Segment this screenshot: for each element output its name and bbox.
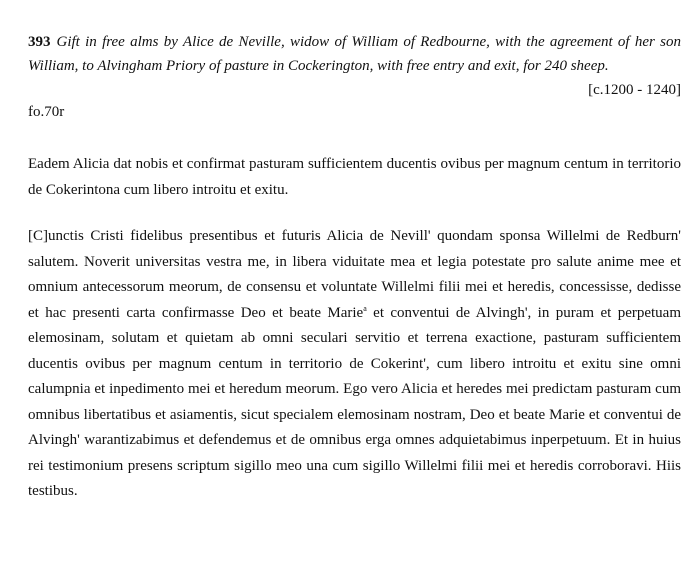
charter-text xyxy=(28,224,681,505)
charter-text-part-1: [C]unctis Cristi fidelibus presentibus et futuris Alicia de Nevill' quondam sponsa Willelmi de Redburn' salutem. Noverit universitas vestra me, in libera viduitate mea et legia potestate pro salute anime mee et omnium antecessorum meorum, de consensu et voluntate Willelmi filii mei et heredis, concessisse, dedisse et hac presenti carta confirmasse Deo et beate Marie xyxy=(28,228,681,321)
document-page xyxy=(28,30,681,505)
entry-heading xyxy=(28,30,681,78)
entry-heading-text: Gift in free alms by Alice de Neville, widow of William of Redbourne, with the agreement of her son William, to Alvingham Priory of pasture in Cockerington, with free entry and exit, for 240 sheep. xyxy=(28,34,681,74)
footnote-marker: a xyxy=(363,303,367,313)
entry-date: [c.1200 - 1240] xyxy=(588,82,681,98)
entry-number: 393 xyxy=(28,34,51,50)
summary-paragraph: Eadem Alicia dat nobis et confirmat pasturam sufficientem ducentis ovibus per magnum centum in territorio de Cokerintona cum libero introitu et exitu. xyxy=(28,156,681,198)
folio-reference: fo.70r xyxy=(28,104,65,120)
charter-text-part-2: et conventui de Alvingh', in puram et perpetuam elemosinam, solutam et quietam ab omni seculari servitio et terrena exactione, pasturam sufficientem ducentis ovibus per magnum centum in territorio de Cokerint', cum libero introitu et exitu sine omni calumpnia et inpedimento mei et heredum meorum. Ego vero Alicia et heredes mei predictam pasturam cum omnibus libertatibus et asiamentis, sicut specialem elemosinam nostram, Deo et beate Marie et conventui de Alvingh' warantizabimus et defendemus et de omnibus erga omnes adquietabimus inperpetuum. Et in huius rei testimonium presens scriptum sigillo meo una cum sigillo Willelmi filii mei et heredis corroboravi. Hiis testibus. xyxy=(28,304,681,499)
